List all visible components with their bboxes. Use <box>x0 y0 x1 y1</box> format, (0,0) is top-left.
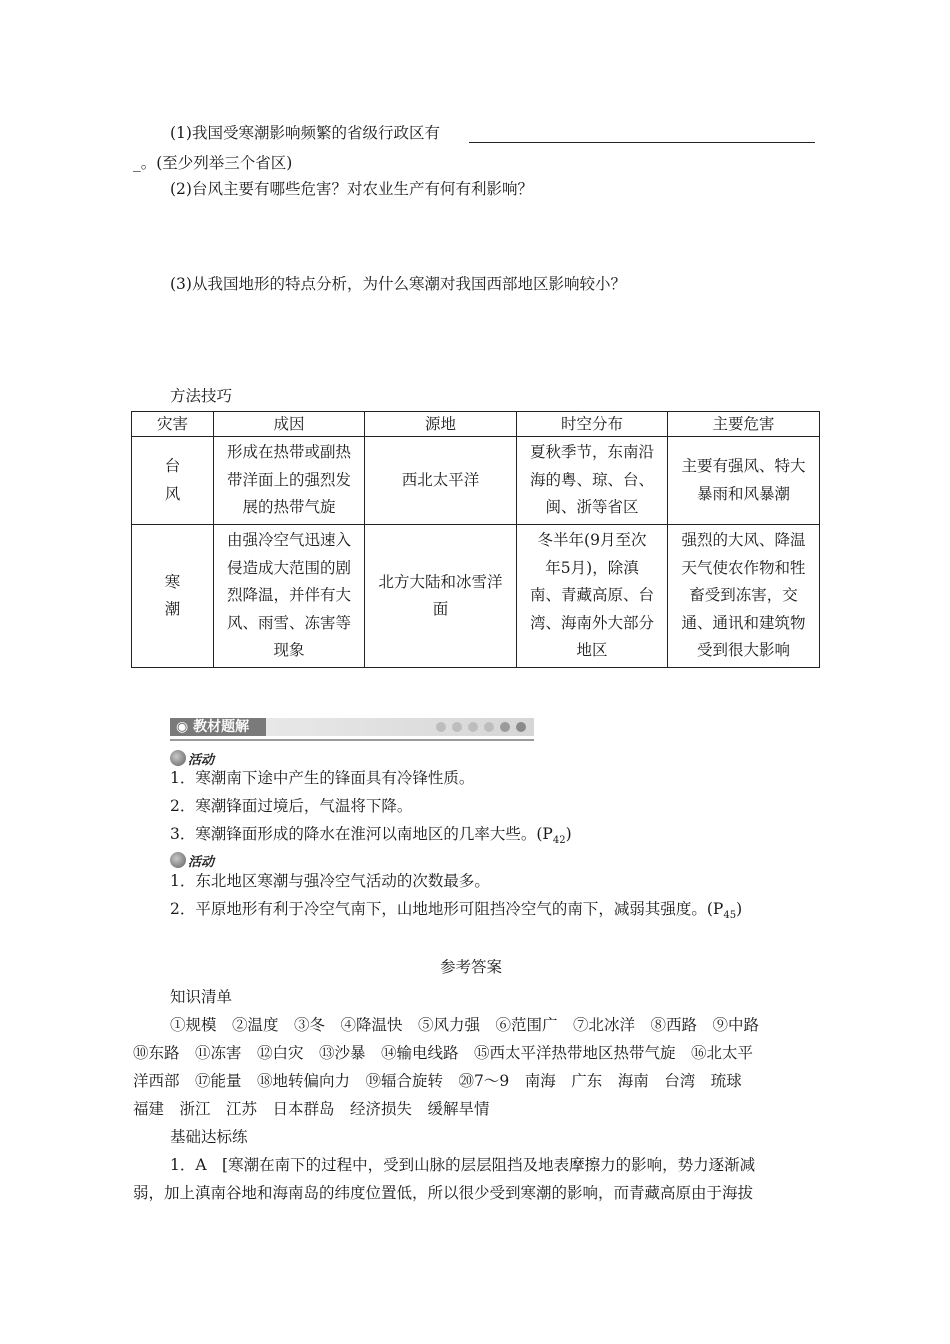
question-2: (2)台风主要有哪些危害？对农业生产有何有利影响？ <box>170 180 533 198</box>
banner-rule <box>170 739 534 741</box>
table-header-row <box>132 412 820 437</box>
answer-blank-1[interactable] <box>469 142 815 143</box>
list-item: 1．东北地区寒潮与强冷空气活动的次数最多。 <box>170 872 490 890</box>
table-row <box>132 437 820 525</box>
basic-answer-line: 弱，加上滇南谷地和海南岛的纬度位置低，所以很少受到寒潮的影响，而青藏高原由于海拔 <box>133 1184 754 1202</box>
list-item: 2．寒潮锋面过境后，气温将下降。 <box>170 797 413 815</box>
question-3: (3)从我国地形的特点分析，为什么寒潮对我国西部地区影响较小？ <box>170 275 626 293</box>
activity-label: 活动 <box>188 752 215 768</box>
knowledge-title: 知识清单 <box>170 988 233 1006</box>
header-distribution: 时空分布 <box>517 412 668 437</box>
knowledge-line: ⑩东路 ⑪冻害 ⑫白灾 ⑬沙暴 ⑭输电线路 ⑮西太平洋热带地区热带气旋 ⑯北太平 <box>133 1044 754 1062</box>
page-ref: 45 <box>723 910 737 922</box>
knowledge-line: ①规模 ②温度 ③冬 ④降温快 ⑤风力强 ⑥范围广 ⑦北冰洋 ⑧西路 ⑨中路 <box>170 1016 760 1034</box>
cell-source: 北方大陆和冰雪洋 面 <box>365 525 517 668</box>
list-item: 1．寒潮南下途中产生的锋面具有冷锋性质。 <box>170 769 475 787</box>
cell-harm: 强烈的大风、降温 天气使农作物和牲 畜受到冻害，交 通、通讯和建筑物 受到很大影响 <box>668 525 820 668</box>
header-cause: 成因 <box>214 412 365 437</box>
activity-header-2 <box>170 852 214 868</box>
activity-label: 活动 <box>188 854 215 870</box>
question-1: (1)我国受寒潮影响频繁的省级行政区有 <box>170 124 440 142</box>
activity-header-1 <box>170 750 214 766</box>
page-ref: 42 <box>552 835 566 847</box>
header-source: 源地 <box>365 412 517 437</box>
cell-cause: 形成在热带或副热 带洋面上的强烈发 展的热带气旋 <box>214 437 365 525</box>
section-banner <box>170 718 534 742</box>
basic-title: 基础达标练 <box>170 1128 248 1146</box>
knowledge-line: 福建 浙江 江苏 日本群岛 经济损失 缓解旱情 <box>133 1100 490 1118</box>
method-table <box>131 411 820 668</box>
list-item: 3．寒潮锋面形成的降水在淮河以南地区的几率大些。$(P_{42})$ <box>170 825 572 847</box>
banner-title: ◉ 教材题解 <box>170 718 266 736</box>
cell-harm: 主要有强风、特大 暴雨和风暴潮 <box>668 437 820 525</box>
cell-source: 西北太平洋 <box>365 437 517 525</box>
answers-title: 参考答案 <box>440 958 503 976</box>
header-harm: 主要危害 <box>668 412 820 437</box>
banner-dots <box>436 722 526 732</box>
cell-distribution: 夏秋季节，东南沿 海的粤、琼、台、 闽、浙等省区 <box>517 437 668 525</box>
cell-distribution: 冬半年(9月至次 年5月)，除滇 南、青藏高原、台 湾、海南外大部分 地区 <box>517 525 668 668</box>
cell-disaster: 台 风 <box>132 437 214 525</box>
method-title: 方法技巧 <box>170 387 233 405</box>
knowledge-line: 洋西部 ⑰能量 ⑱地转偏向力 ⑲辐合旋转 ⑳7～9 南海 广东 海南 台湾 琉球 <box>133 1072 742 1090</box>
question-1-continuation: _。(至少列举三个省区) <box>133 154 293 172</box>
globe-icon <box>170 750 186 766</box>
basic-answer-line: 1．A [寒潮在南下的过程中，受到山脉的层层阻挡及地表摩擦力的影响，势力逐渐减 <box>170 1156 756 1174</box>
list-item: 2．平原地形有利于冷空气南下，山地地形可阻挡冷空气的南下，减弱其强度。$(P_{45})$ <box>170 900 743 922</box>
table-row <box>132 525 820 668</box>
globe-icon <box>170 852 186 868</box>
header-disaster: 灾害 <box>132 412 214 437</box>
cell-disaster: 寒 潮 <box>132 525 214 668</box>
cell-cause: 由强冷空气迅速入 侵造成大范围的剧 烈降温，并伴有大 风、雨雪、冻害等 现象 <box>214 525 365 668</box>
